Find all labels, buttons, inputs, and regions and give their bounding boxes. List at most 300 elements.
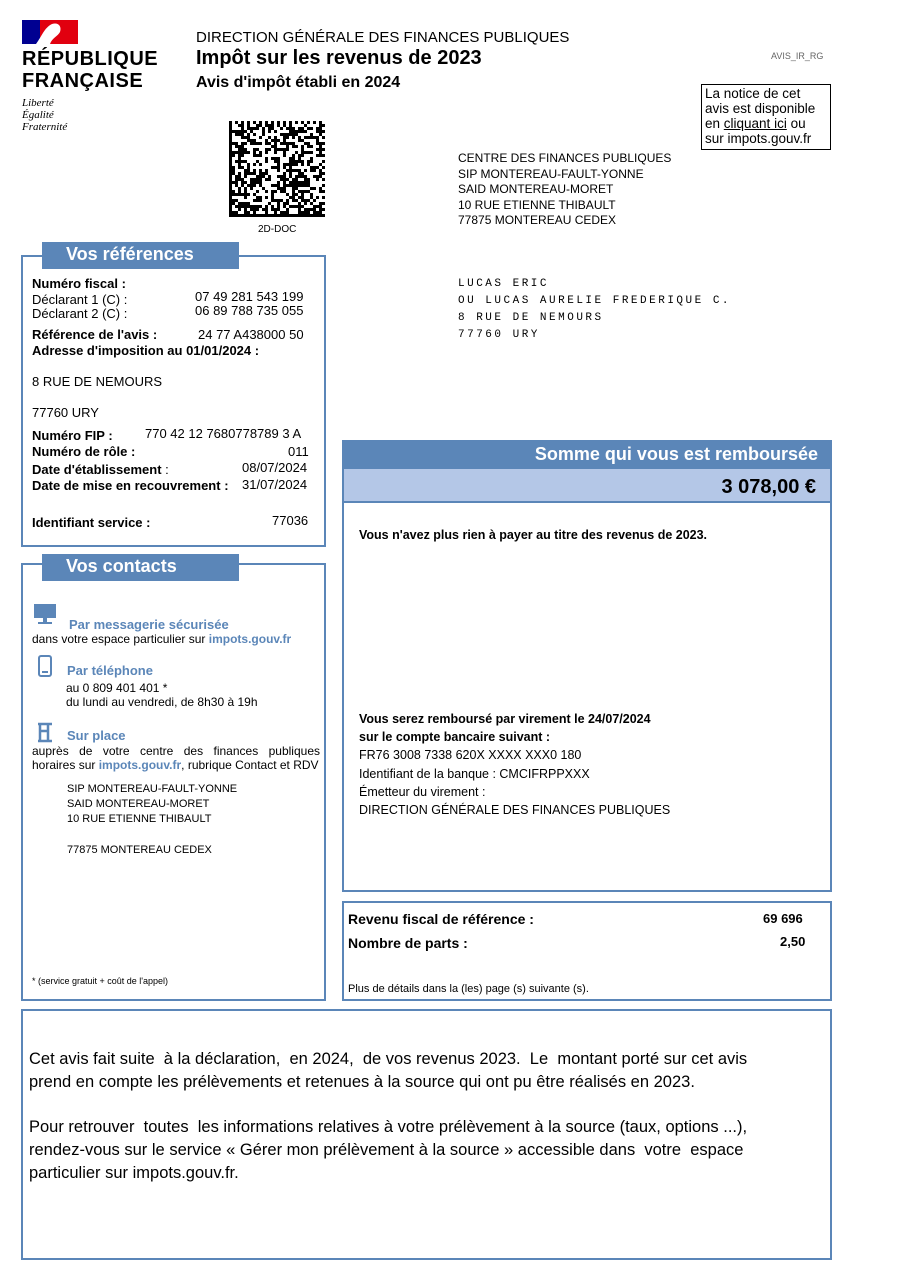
datamatrix-module [283,190,286,193]
datamatrix-module [274,136,277,139]
datamatrix-module [277,175,280,178]
datamatrix-module [232,190,235,193]
datamatrix-module [283,175,286,178]
datamatrix-module [295,151,298,154]
rfr-label: Revenu fiscal de référence : [348,911,534,927]
datamatrix-module [292,187,295,190]
datamatrix-module [280,133,283,136]
datamatrix-module [292,184,295,187]
datamatrix-module [304,190,307,193]
datamatrix-module [319,172,322,175]
datamatrix-module [301,214,304,217]
datamatrix-module [229,127,232,130]
datamatrix-module [247,151,250,154]
datamatrix-module [265,160,268,163]
datamatrix-module [307,151,310,154]
notice-line-3 [705,116,827,131]
datamatrix-module [286,214,289,217]
recouvrement-value: 31/07/2024 [242,477,308,492]
datamatrix-module [289,124,292,127]
datamatrix-module [250,214,253,217]
datamatrix-module [310,196,313,199]
datamatrix-module [289,157,292,160]
datamatrix-module [262,133,265,136]
datamatrix-module [259,151,262,154]
datamatrix-module [229,151,232,154]
datamatrix-module [316,154,319,157]
datamatrix-module [277,169,280,172]
datamatrix-module [301,196,304,199]
datamatrix-module [298,154,301,157]
info-para2-line2: rendez-vous sur le service « Gérer mon prélèvement à la source » accessible dans votre espace [29,1141,744,1159]
datamatrix-module [304,124,307,127]
datamatrix-module [235,193,238,196]
fip-value: 770 42 12 7680778789 3 A [145,426,302,441]
datamatrix-module [277,208,280,211]
datamatrix-module [301,145,304,148]
datamatrix-module [310,202,313,205]
recipient-line: OU LUCAS AURELIE FREDERIQUE C. [458,295,732,307]
datamatrix-module [292,193,295,196]
datamatrix-module [229,184,232,187]
datamatrix-module [295,184,298,187]
datamatrix-module [235,121,238,124]
role-value: 011 [288,444,309,459]
datamatrix-module [241,130,244,133]
datamatrix-module [307,214,310,217]
datamatrix-module [235,130,238,133]
datamatrix-module [253,154,256,157]
datamatrix-module [304,199,307,202]
datamatrix-module [280,199,283,202]
datamatrix-module [301,139,304,142]
datamatrix-module [307,199,310,202]
datamatrix-module [313,175,316,178]
info-para1-line1: Cet avis fait suite à la déclaration, en 2024, de vos revenus 2023. Le montant porté sur cet avis [29,1050,748,1068]
datamatrix-module [244,175,247,178]
datamatrix-module [310,136,313,139]
datamatrix-module [313,136,316,139]
datamatrix-module [268,130,271,133]
datamatrix-module [283,139,286,142]
datamatrix-module [229,133,232,136]
datamatrix-module [274,190,277,193]
datamatrix-module [310,151,313,154]
contact-address-line: SIP MONTEREAU-FAULT-YONNE [67,783,238,795]
datamatrix-module [232,130,235,133]
datamatrix-module [307,190,310,193]
datamatrix-module [238,148,241,151]
messagerie-link[interactable]: impots.gouv.fr [208,632,292,646]
notice-box [701,84,831,150]
datamatrix-module [307,208,310,211]
datamatrix-module [283,214,286,217]
datamatrix-module [307,145,310,148]
datamatrix-module [283,205,286,208]
datamatrix-module [319,148,322,151]
datamatrix-module [232,172,235,175]
datamatrix-module [253,178,256,181]
telephone-number[interactable]: au 0 809 401 401 * [66,681,168,695]
datamatrix-module [235,181,238,184]
datamatrix-module [241,136,244,139]
datamatrix-module [244,148,247,151]
datamatrix-module [259,172,262,175]
datamatrix-module [265,169,268,172]
datamatrix-module [247,202,250,205]
datamatrix-module [238,145,241,148]
datamatrix-module [238,166,241,169]
datamatrix-module [250,172,253,175]
datamatrix-module [271,121,274,124]
datamatrix-module [229,196,232,199]
datamatrix-module [271,145,274,148]
datamatrix-module [271,124,274,127]
centre-line: CENTRE DES FINANCES PUBLIQUES [458,151,672,165]
datamatrix-module [238,172,241,175]
datamatrix-module [271,196,274,199]
datamatrix-module [265,190,268,193]
page-title: Impôt sur les revenus de 2023 [196,47,482,69]
etablissement-colon: : [161,462,169,477]
datamatrix-module [316,178,319,181]
datamatrix-module [268,214,271,217]
datamatrix-module [229,172,232,175]
datamatrix-module [265,205,268,208]
datamatrix-module [241,205,244,208]
datamatrix-module [241,181,244,184]
datamatrix-module [259,184,262,187]
datamatrix-module [292,157,295,160]
datamatrix-module [280,190,283,193]
sur-place-link[interactable]: impots.gouv.fr [98,758,182,772]
phone-icon [38,655,52,677]
datamatrix-module [286,202,289,205]
datamatrix-module [253,199,256,202]
datamatrix-module [292,214,295,217]
datamatrix-module [265,157,268,160]
datamatrix-module [322,214,325,217]
datamatrix-module [313,187,316,190]
refund-amount-row [344,469,830,503]
datamatrix-module [241,133,244,136]
datamatrix-module [292,130,295,133]
notice-link[interactable]: cliquant ici [723,116,787,131]
datamatrix-module [277,187,280,190]
etablissement-value: 08/07/2024 [242,460,308,475]
datamatrix-module [253,205,256,208]
adresse-line-1: 8 RUE DE NEMOURS [32,374,163,389]
datamatrix-module [319,154,322,157]
datamatrix-module [301,190,304,193]
centre-line: SIP MONTEREAU-FAULT-YONNE [458,166,644,181]
bank-identifier: Identifiant de la banque : CMCIFRPPXXX [359,767,590,781]
datamatrix-module [229,163,232,166]
messagerie-title[interactable]: Par messagerie sécurisée [69,617,229,632]
datamatrix-module [235,214,238,217]
issuer-name: DIRECTION GÉNÉRALE DES FINANCES PUBLIQUES [359,803,671,817]
datamatrix-module [283,121,286,124]
identifiant-service-value: 77036 [272,513,309,528]
datamatrix-module [289,130,292,133]
datamatrix-module [271,184,274,187]
datamatrix-module [253,142,256,145]
contacts-tab: Vos contacts [42,554,239,581]
datamatrix-module [247,133,250,136]
adresse-imposition-label: Adresse d'imposition au 01/01/2024 : [32,343,260,358]
datamatrix-module [229,169,232,172]
declarant1-value: 07 49 281 543 199 [195,289,304,304]
datamatrix-module [289,184,292,187]
datamatrix-module [286,178,289,181]
datamatrix-module [259,214,262,217]
datamatrix-module [232,214,235,217]
datamatrix-module [241,121,244,124]
datamatrix-module [247,211,250,214]
datamatrix-module [319,163,322,166]
datamatrix-module [301,205,304,208]
datamatrix-module [304,136,307,139]
datamatrix-module [277,157,280,160]
datamatrix-module [298,184,301,187]
datamatrix-module [235,211,238,214]
datamatrix-module [235,160,238,163]
datamatrix-module [289,121,292,124]
datamatrix-module [289,160,292,163]
datamatrix-module [322,196,325,199]
datamatrix-module [229,148,232,151]
datamatrix-module [244,151,247,154]
datamatrix-module [283,166,286,169]
datamatrix-module [298,175,301,178]
datamatrix-module [301,160,304,163]
datamatrix-module [283,133,286,136]
etablissement-label [32,461,169,479]
datamatrix-module [286,136,289,139]
datamatrix-module [241,193,244,196]
datamatrix-module [265,148,268,151]
datamatrix-module [283,142,286,145]
datamatrix-module [244,169,247,172]
datamatrix-module [241,145,244,148]
datamatrix-module [274,199,277,202]
datamatrix-module [238,157,241,160]
datamatrix-module [250,142,253,145]
datamatrix-module [259,169,262,172]
datamatrix-module [319,187,322,190]
datamatrix-module [259,178,262,181]
datamatrix-module [241,124,244,127]
datamatrix-module [283,124,286,127]
datamatrix-module [253,211,256,214]
francaise-text: FRANÇAISE [22,70,144,92]
datamatrix-module [262,187,265,190]
datamatrix-module [274,184,277,187]
datamatrix-module [307,178,310,181]
datamatrix-module [247,184,250,187]
datamatrix-module [253,214,256,217]
datamatrix-module [316,148,319,151]
datamatrix-module [235,178,238,181]
datamatrix-module [256,199,259,202]
issuer-label: Émetteur du virement : [359,785,486,799]
direction-title: DIRECTION GÉNÉRALE DES FINANCES PUBLIQUES [196,29,570,46]
recipient-line: LUCAS ERIC [458,278,550,290]
datamatrix-module [301,181,304,184]
datamatrix-module [301,184,304,187]
datamatrix-module [277,148,280,151]
datamatrix-module [274,160,277,163]
reference-avis-value: 24 77 A438000 50 [198,327,304,342]
datamatrix-module [283,148,286,151]
datamatrix-module [304,208,307,211]
datamatrix-module [295,175,298,178]
datamatrix-module [271,205,274,208]
datamatrix-module [322,154,325,157]
datamatrix-module [229,175,232,178]
datamatrix-module [322,136,325,139]
notice-line-2: avis est disponible [705,101,816,116]
datamatrix-module [322,208,325,211]
datamatrix-module [268,124,271,127]
datamatrix-module [322,190,325,193]
marianne-icon [22,20,78,44]
datamatrix-module [229,121,232,124]
datamatrix-module [283,184,286,187]
datamatrix-module [319,175,322,178]
datamatrix-module [265,178,268,181]
datamatrix-module [232,211,235,214]
datamatrix-module [235,205,238,208]
datamatrix-module [277,139,280,142]
datamatrix-module [229,136,232,139]
datamatrix-module [259,175,262,178]
datamatrix-module [253,163,256,166]
datamatrix-module [292,205,295,208]
datamatrix-module [316,205,319,208]
datamatrix-module [274,208,277,211]
declarant2-label: Déclarant 2 (C) : [32,306,128,321]
datamatrix-module [289,175,292,178]
page-subtitle: Avis d'impôt établi en 2024 [196,74,401,91]
nothing-to-pay-text: Vous n'avez plus rien à payer au titre des revenus de 2023. [359,528,708,542]
datamatrix-module [319,151,322,154]
datamatrix-module [283,181,286,184]
transfer-line-1: Vous serez remboursé par virement le 24/07/2024 [359,712,651,726]
datamatrix-module [256,142,259,145]
datamatrix-module [235,199,238,202]
datamatrix-module [256,205,259,208]
datamatrix-module [322,166,325,169]
datamatrix-module [304,169,307,172]
datamatrix-module [283,136,286,139]
datamatrix-module [298,208,301,211]
datamatrix-module [262,175,265,178]
centre-line: SAID MONTEREAU-MORET [458,182,614,196]
datamatrix-module [250,208,253,211]
twod-doc-label: 2D-DOC [258,224,297,235]
datamatrix-module [262,127,265,130]
datamatrix-module [238,193,241,196]
datamatrix-module [238,124,241,127]
datamatrix-module [259,205,262,208]
datamatrix-module [319,130,322,133]
datamatrix-module [241,202,244,205]
datamatrix-module [259,142,262,145]
datamatrix-module [310,160,313,163]
datamatrix-module [295,169,298,172]
datamatrix-module [262,130,265,133]
transfer-line-2: sur le compte bancaire suivant : [359,730,551,744]
telephone-title: Par téléphone [67,663,153,678]
datamatrix-module [250,184,253,187]
datamatrix-module [268,142,271,145]
datamatrix-module [238,202,241,205]
datamatrix-module [268,202,271,205]
datamatrix-module [271,166,274,169]
datamatrix-module [295,163,298,166]
datamatrix-module [244,187,247,190]
datamatrix-module [280,127,283,130]
datamatrix-module [301,199,304,202]
datamatrix-module [295,214,298,217]
refund-header-text: Somme qui vous est remboursée [534,444,818,464]
datamatrix-module [286,169,289,172]
datamatrix-module [316,139,319,142]
datamatrix-module [232,166,235,169]
datamatrix-module [322,124,325,127]
sur-place-horaires: horaires sur [32,758,99,772]
datamatrix-module [241,166,244,169]
centre-line: 10 RUE ETIENNE THIBAULT [458,197,616,212]
datamatrix-module [229,202,232,205]
datamatrix-module [274,214,277,217]
identifiant-service-label: Identifiant service : [32,515,151,530]
datamatrix-module [250,127,253,130]
datamatrix-module [277,214,280,217]
datamatrix-module [322,142,325,145]
datamatrix-module [268,148,271,151]
datamatrix-module [244,172,247,175]
datamatrix-module [229,130,232,133]
datamatrix-module [229,205,232,208]
datamatrix-module [304,211,307,214]
datamatrix-module [292,163,295,166]
datamatrix-module [304,175,307,178]
datamatrix-module [250,187,253,190]
datamatrix-module [307,121,310,124]
datamatrix-module [277,199,280,202]
datamatrix-module [289,172,292,175]
info-spacer [29,1094,747,1116]
datamatrix-module [247,163,250,166]
datamatrix-module [298,157,301,160]
recouvrement-label: Date de mise en recouvrement : [32,478,229,493]
datamatrix-module [322,148,325,151]
datamatrix-module [301,154,304,157]
datamatrix-module [295,181,298,184]
datamatrix-module [286,145,289,148]
sur-place-text-1: auprès de votre centre des finances publiques [32,744,320,758]
datamatrix-module [277,163,280,166]
datamatrix-module [310,157,313,160]
datamatrix-module [229,208,232,211]
datamatrix-module [229,181,232,184]
datamatrix-module [292,142,295,145]
datamatrix-module [253,208,256,211]
datamatrix-module [280,175,283,178]
contacts-footnote: * (service gratuit + coût de l'appel) [32,976,169,986]
